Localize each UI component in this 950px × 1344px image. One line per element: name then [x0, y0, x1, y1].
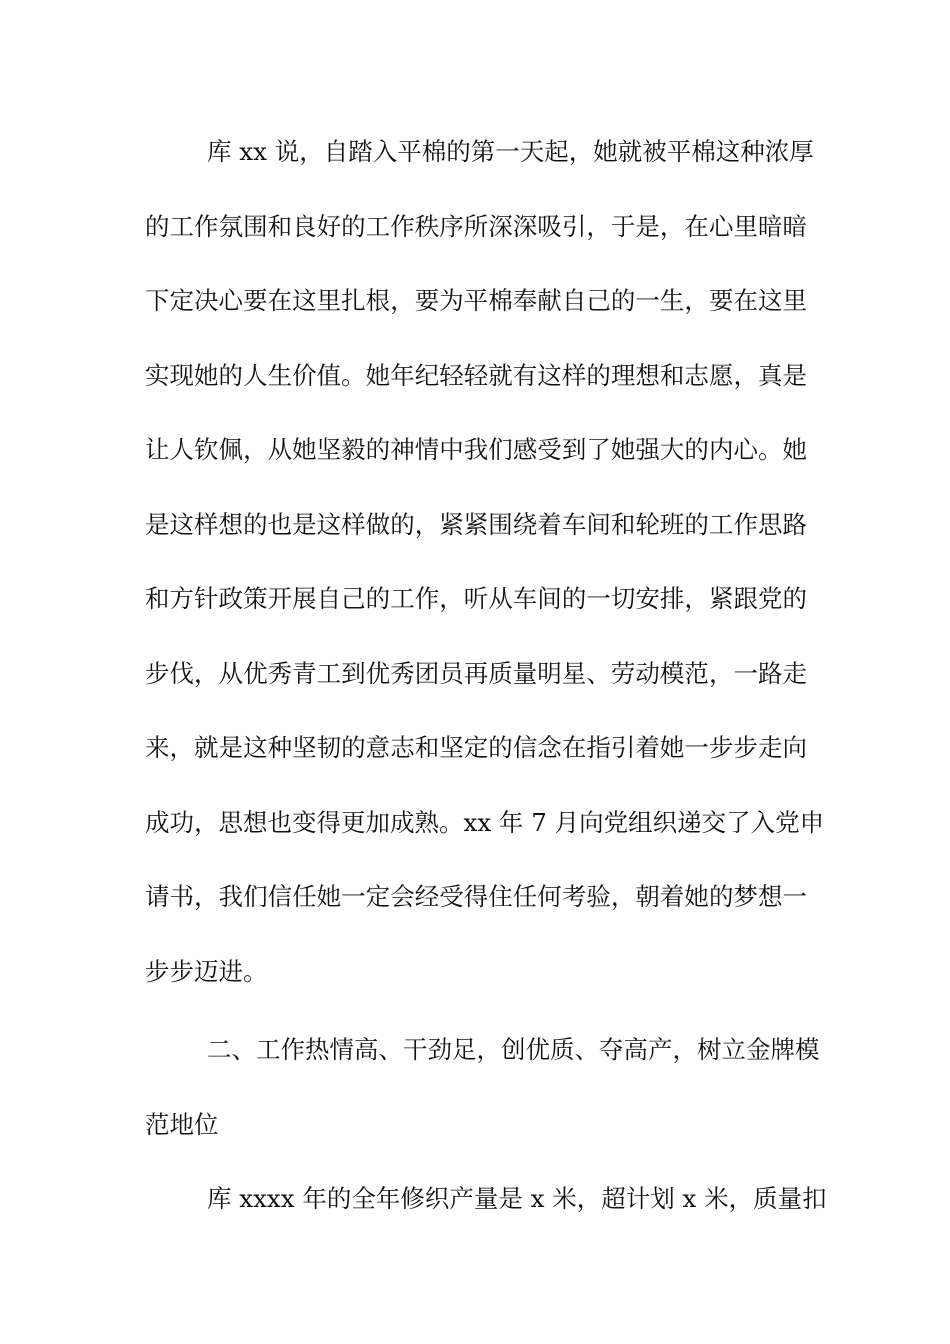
text-line: 步伐，从优秀青工到优秀团员再质量明星、劳动模范，一路走: [145, 658, 807, 688]
text-line: 库 xx 说，自踏入平棉的第一天起，她就被平棉这种浓厚: [207, 137, 814, 166]
text-line: 库 xxxx 年的全年修织产量是 x 米，超计划 x 米，质量扣: [207, 1184, 827, 1213]
paragraph-1: [145, 115, 825, 1009]
text-line: 的工作氛围和良好的工作秩序所深深吸引，于是，在心里暗暗: [145, 211, 807, 241]
text-line: 成功，思想也变得更加成熟。xx 年 7 月向党组织递交了入党申: [145, 807, 825, 837]
text-line: 下定决心要在这里扎根，要为平棉奉献自己的一生，要在这里: [145, 286, 807, 315]
text-line: 请书，我们信任她一定会经受得住任何考验，朝着她的梦想一: [145, 882, 807, 911]
heading-line: 二、工作热情高、干劲足，创优质、夺高产，树立金牌模: [207, 1035, 820, 1064]
text-line: 让人钦佩，从她坚毅的神情中我们感受到了她强大的内心。她: [145, 435, 807, 464]
text-line: 是这样想的也是这样做的，紧紧围绕着车间和轮班的工作思路: [145, 509, 807, 539]
heading-line: 范地位: [145, 1109, 219, 1139]
text-line: 和方针政策开展自己的工作，听从车间的一切安排，紧跟党的: [145, 584, 807, 613]
section-heading: [145, 1013, 820, 1162]
paragraph-3: [145, 1162, 827, 1237]
text-line: 来，就是这种坚韧的意志和坚定的信念在指引着她一步步走向: [145, 733, 807, 762]
text-line: 实现她的人生价值。她年纪轻轻就有这样的理想和志愿，真是: [145, 360, 807, 390]
text-line: 步步迈进。: [145, 956, 268, 986]
